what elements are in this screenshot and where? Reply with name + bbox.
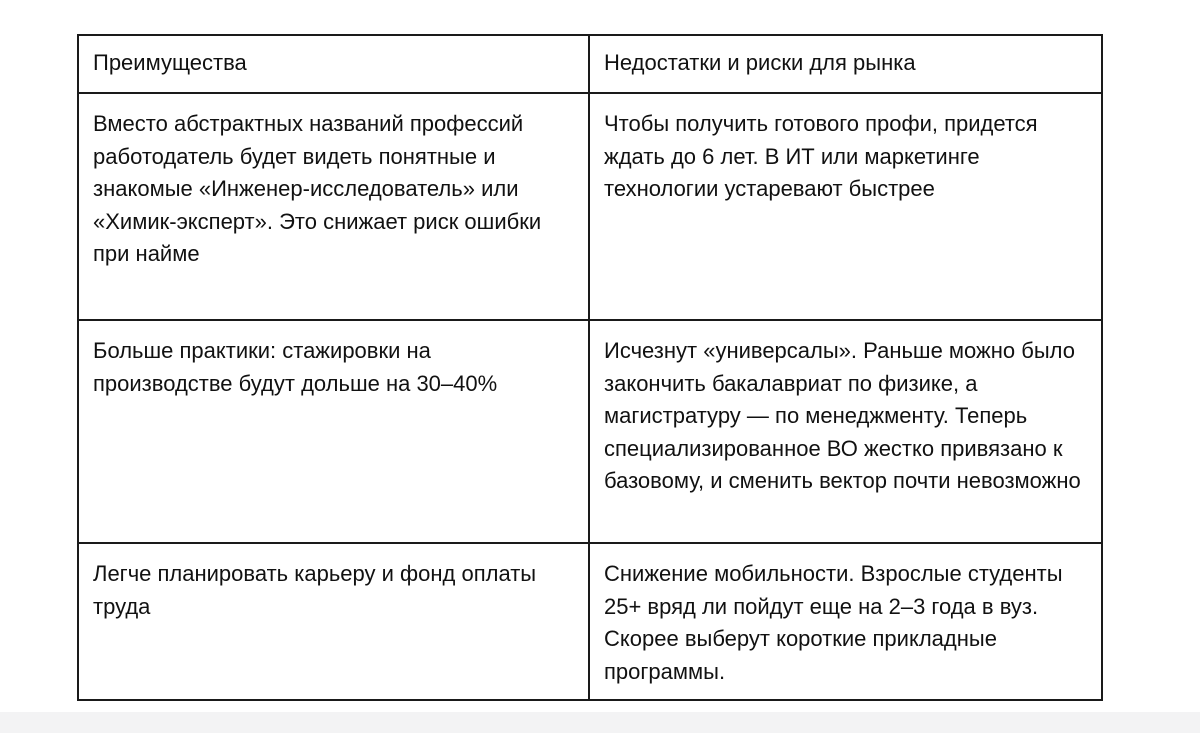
comparison-table: [77, 34, 1103, 701]
advantage-cell: Вместо абстрактных названий профессий работодатель будет видеть понятные и знакомые «Инженер-исследователь» или «Химик-эксперт». Это снижает риск ошибки при найме: [78, 93, 589, 320]
risk-cell: Чтобы получить готового профи, придется ждать до 6 лет. В ИТ или маркетинге технологии устаревают быстрее: [589, 93, 1102, 320]
header-advantages: Преимущества: [78, 35, 589, 93]
table-row: [78, 320, 1102, 543]
header-risks: Недостатки и риски для рынка: [589, 35, 1102, 93]
risk-cell: Снижение мобильности. Взрослые студенты 25+ вряд ли пойдут еще на 2–3 года в вуз. Скорее выберут короткие прикладные программы.: [589, 543, 1102, 700]
advantage-cell: Больше практики: стажировки на производстве будут дольше на 30–40%: [78, 320, 589, 543]
risk-cell: Исчезнут «универсалы». Раньше можно было закончить бакалавриат по физике, а магистратуру — по менеджменту. Теперь специализированное ВО жестко привязано к базовому, и сменить вектор почти невозможно: [589, 320, 1102, 543]
table-row: [78, 543, 1102, 700]
advantage-cell: Легче планировать карьеру и фонд оплаты труда: [78, 543, 589, 700]
bottom-strip: [0, 712, 1200, 733]
table-header-row: [78, 35, 1102, 93]
table-row: [78, 93, 1102, 320]
